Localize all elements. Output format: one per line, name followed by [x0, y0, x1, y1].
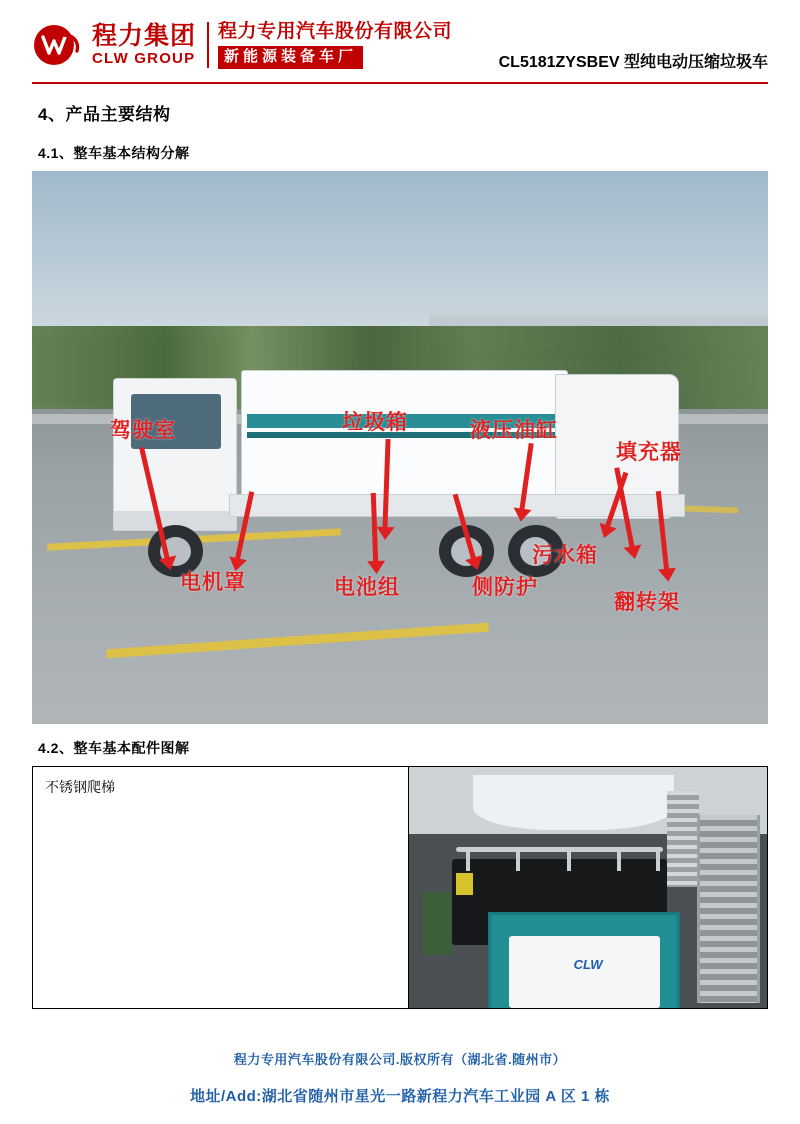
ladder-rail-post: [516, 847, 520, 871]
ladder-handrail: [456, 847, 664, 852]
figure-label-battery-pack: 电池组: [334, 576, 400, 599]
company-factory-badge: 新能源装备车厂: [218, 46, 363, 68]
company-name-block: [218, 21, 452, 68]
figure-label-garbage-box: 垃圾箱: [342, 411, 408, 434]
truck-structure-figure: [32, 171, 768, 724]
figure-label-sewage-tank: 污水箱: [532, 544, 598, 567]
document-model-title: CL5181ZYSBEV 型纯电动压缩垃圾车: [498, 54, 768, 71]
figure-label-cab: 驾驶室: [110, 419, 176, 442]
figure-label-turnover-frame: 翻转架: [614, 591, 680, 614]
header-rule: [32, 82, 768, 84]
figure-label-motor-cover: 电机罩: [180, 571, 246, 594]
header-divider: [207, 22, 209, 68]
company-name-full: 程力专用汽车股份有限公司: [218, 21, 453, 43]
ladder-photo-yellow-part: [456, 873, 474, 895]
parts-table-cell-photo: [409, 767, 767, 1008]
section-heading-4-1: 4.1、整车基本结构分解: [38, 145, 190, 161]
clw-logo-icon: [32, 22, 88, 68]
clw-watermark-logo: CLW: [573, 957, 603, 973]
ladder-rail-post: [617, 847, 621, 871]
document-footer: [0, 1049, 800, 1106]
parts-table-cell-label: [33, 767, 409, 1008]
figure-label-side-guard: 侧防护: [472, 576, 538, 599]
logo-english-name: CLW GROUP: [92, 49, 196, 67]
section-heading-4-2: 4.2、整车基本配件图解: [38, 740, 190, 756]
truck-cab: [113, 378, 237, 531]
parts-table: [32, 766, 768, 1009]
part-name-stainless-ladder: 不锈钢爬梯: [45, 779, 115, 795]
ladder-rail-post: [466, 847, 470, 871]
ladder-rail-post: [656, 847, 660, 871]
ladder-rail-post: [567, 847, 571, 871]
footer-copyright: 程力专用汽车股份有限公司.版权所有（湖北省.随州市）: [233, 1052, 567, 1067]
logo-text-block: [92, 23, 196, 68]
ladder-photo-foliage: [423, 892, 452, 955]
figure-label-hydraulic-cylinder: 液压油缸: [470, 419, 558, 442]
footer-address: 地址/Add:湖北省随州市星光一路新程力汽车工业园 A 区 1 栋: [189, 1088, 611, 1105]
page-title: 4、产品主要结构: [38, 105, 171, 124]
document-header: [32, 0, 768, 76]
figure-label-filler: 填充器: [616, 441, 682, 464]
logo-chinese-name: 程力集团: [92, 21, 197, 50]
stainless-step-plate: [667, 791, 699, 887]
stainless-ladder: [697, 815, 760, 1003]
